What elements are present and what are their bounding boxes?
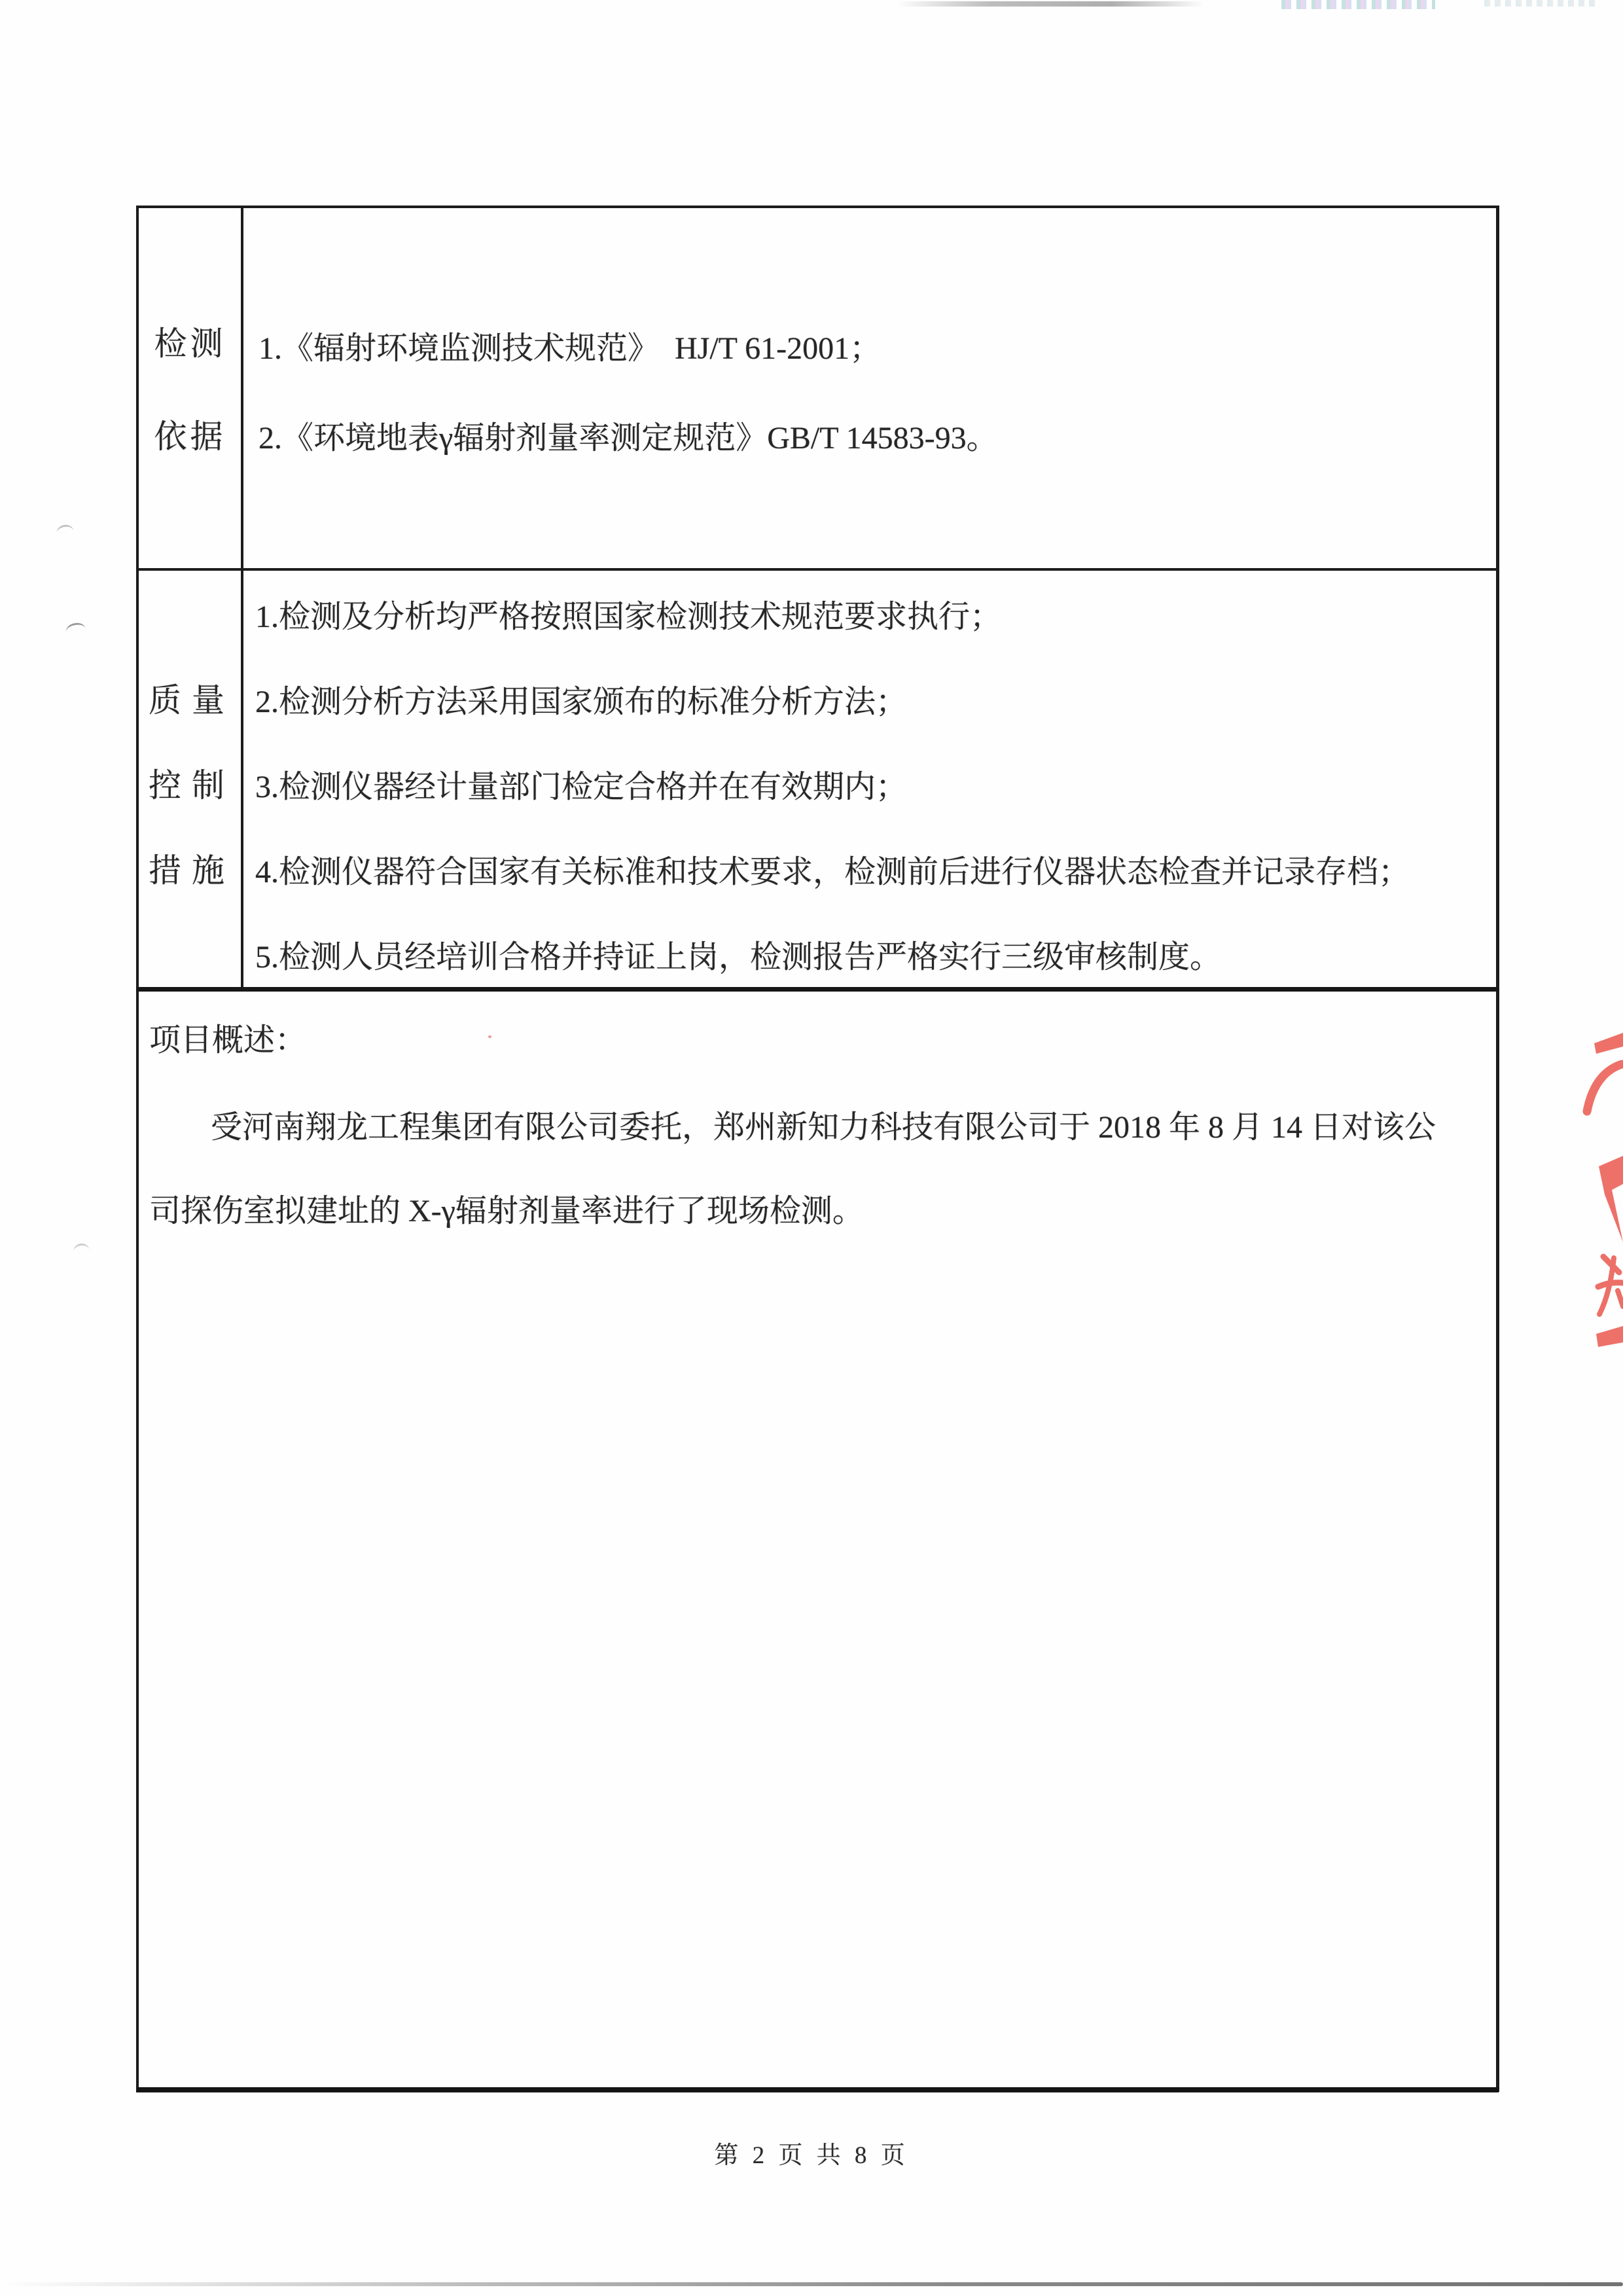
quality-label-line-1 xyxy=(136,684,242,717)
table-border-right xyxy=(1496,206,1499,2092)
quality-label-line-2 xyxy=(136,769,242,802)
table-border-left xyxy=(136,206,139,2092)
scan-artifact-top-noise-right xyxy=(1484,0,1599,7)
table-border-top xyxy=(136,206,1499,208)
quality-item: 2.检测分析方法采用国家颁布的标准分析方法； xyxy=(255,685,908,719)
quality-item: 1.检测及分析均严格按照国家检测技术规范要求执行； xyxy=(255,600,1002,634)
overview-paragraph-line: 司探伤室拟建址的 X-γ辐射剂量率进行了现场检测。 xyxy=(149,1194,864,1229)
red-seal-edge-fragment xyxy=(1576,1026,1623,1357)
table-row-divider-1 xyxy=(136,568,1499,571)
quality-item: 4.检测仪器符合国家有关标准和技术要求，检测前后进行仪器状态检查并记录存档； xyxy=(255,855,1410,889)
basis-label-line-1 xyxy=(136,327,242,360)
basis-label-text-1: 检测 xyxy=(154,325,226,362)
table-row-divider-2 xyxy=(136,987,1499,992)
quality-label-line-3 xyxy=(136,854,242,887)
quality-label-text-1: 质量 xyxy=(149,682,235,719)
basis-label-text-2: 依据 xyxy=(154,418,226,455)
quality-label-text-3: 措施 xyxy=(149,852,235,889)
page-footer: 第 2 页 共 8 页 xyxy=(714,2142,909,2169)
scan-artifact-top-smudge xyxy=(897,1,1204,7)
scan-artifact-top-noise xyxy=(1281,0,1435,9)
overview-paragraph-line: 受河南翔龙工程集团有限公司委托，郑州新知力科技有限公司于 2018 年 8 月 14 日对该公 xyxy=(211,1110,1436,1145)
quality-label-text-2: 控制 xyxy=(149,767,235,804)
scan-artifact-bottom-edge xyxy=(0,2282,1623,2286)
quality-item: 3.检测仪器经计量部门检定合格并在有效期内； xyxy=(255,770,908,804)
pencil-mark xyxy=(56,524,73,533)
pencil-mark xyxy=(73,1243,89,1251)
basis-label-line-2 xyxy=(136,420,242,453)
overview-heading: 项目概述： xyxy=(149,1023,307,1058)
pencil-mark xyxy=(65,621,85,632)
basis-item: 2.《环境地表γ辐射剂量率测定规范》GB/T 14583-93。 xyxy=(259,421,998,456)
quality-item: 5.检测人员经培训合格并持证上岗，检测报告严格实行三级审核制度。 xyxy=(255,940,1222,975)
table-border-bottom xyxy=(136,2087,1499,2092)
ink-speck xyxy=(488,1035,491,1038)
basis-item: 1.《辐射环境监测技术规范》 HJ/T 61-2001； xyxy=(259,331,882,366)
